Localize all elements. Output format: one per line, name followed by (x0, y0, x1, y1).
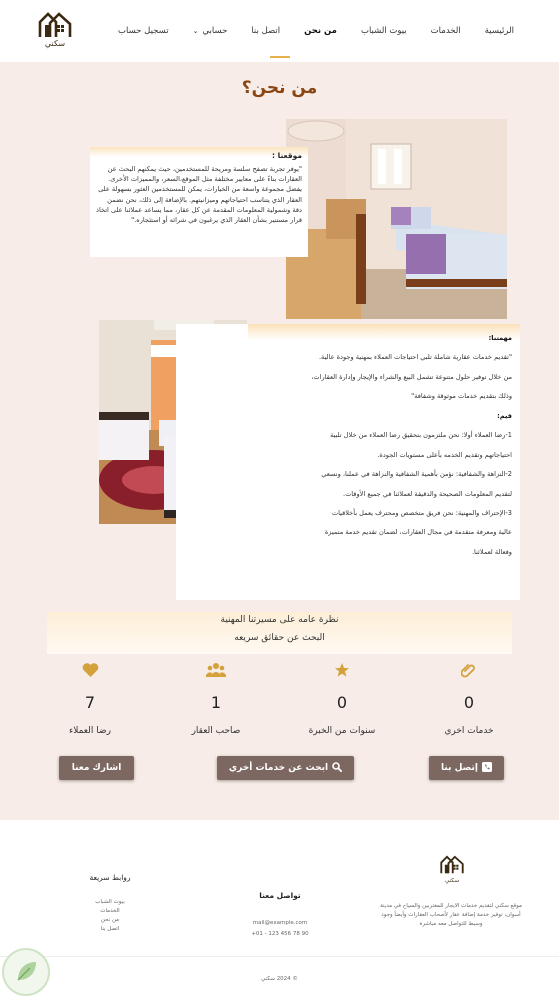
value-line: عالية ومعرفة متقدمة في مجال العقارات، لضمان تقديم خدمة متميزة (324, 528, 512, 537)
stat-other-services (414, 660, 524, 736)
values-heading: قيم: (497, 411, 512, 420)
nav-register[interactable]: تسجيل حساب (118, 26, 169, 36)
stat-label: سنوات من الخبرة (308, 726, 376, 736)
facts-banner (47, 612, 512, 654)
footer-about-text: موقع سكني لتقديم خدمات الايجار للمغتربين والسياح في مدينة أسوان، توفير خدمة إضافة عقار لأصحاب العقارات وأيضاً وجود وسيط للتواصل معه مباشرة (380, 903, 522, 927)
chevron-down-icon: ⌄ (192, 27, 199, 35)
site-header (0, 0, 559, 62)
footer-quick-links (80, 898, 140, 934)
users-icon (161, 660, 271, 680)
heart-icon (35, 660, 145, 680)
mission-line: "تقديم خدمات عقارية شاملة تلبي احتياجات العملاء بمهنية وجودة عالية. (318, 353, 512, 362)
value-line: 3-الإحتراف والمهنية: نحن فريق متخصص ومحترف يعمل بأخلاقيات (331, 508, 512, 517)
stat-label: رضا العملاء (69, 726, 111, 736)
nav-youth-hostels[interactable]: بيوت الشباب (360, 26, 407, 36)
stat-property-owner (161, 660, 271, 736)
nav-services[interactable]: الخدمات (430, 26, 461, 36)
main-nav (94, 26, 514, 36)
stat-customer-satisfaction (35, 660, 145, 736)
contact-us-button[interactable] (429, 756, 504, 780)
footer-link-contact[interactable]: اتصل بنا (100, 926, 120, 933)
page-title: من نحن؟ (241, 78, 318, 98)
brand-name: سكني (44, 39, 66, 48)
search-icon (332, 762, 342, 775)
site-footer (0, 820, 559, 1000)
nav-my-account[interactable] (193, 26, 228, 36)
footer-copyright: © 2024 سكني (261, 976, 298, 982)
stat-label: صاحب العقار (191, 726, 241, 736)
phone-icon (482, 762, 492, 775)
about-section (0, 62, 559, 820)
footer-divider (0, 956, 559, 957)
mission-line: وذلك بتقديم خدمات موثوقة وشفافة" (411, 392, 512, 401)
nav-home[interactable]: الرئيسية (484, 26, 514, 36)
footer-email-link[interactable]: mail@example.com (252, 920, 308, 926)
paperclip-icon (414, 660, 524, 680)
stat-label: خدمات اخري (444, 726, 494, 736)
contact-us-label: إتصل بنا (441, 763, 478, 773)
location-card (90, 147, 308, 257)
nav-active-indicator (270, 56, 290, 58)
footer-contact-heading: تواصل معنا (259, 891, 301, 900)
nav-about[interactable]: من نحن (304, 26, 337, 36)
nav-my-account-label: حسابي (202, 26, 228, 36)
mission-card (176, 324, 520, 600)
mission-line: من خلال توفير حلول متنوعة تشمل البيع والشراء والإيجار وإدارة العقارات، (311, 372, 512, 381)
value-line: لتقديم المعلومات الصحيحة والدقيقة لعملائنا في جميع الأوقات. (342, 489, 512, 498)
footer-link-services[interactable]: الخدمات (100, 908, 120, 915)
join-us-button[interactable]: اشارك معنا (59, 756, 134, 780)
footer-phone-link[interactable]: +01 - 123 456 78 90 (251, 931, 309, 937)
footer-link-youth-hostels[interactable]: بيوت الشباب (95, 899, 125, 905)
stat-value: 0 (336, 693, 348, 712)
stat-value: 0 (463, 693, 475, 712)
value-line: احتياجاتهم وتقديم الخدمه بأعلى مستويات الجودة. (377, 450, 512, 459)
location-text: "يوفر تجربة تصفح سلسة ومريحة للمستخدمين، حيث يمكنهم البحث عن العقارات بناءً على معايير مختلفة مثل الموقع،السعر، والمميزات الأخرى. يفضل مجموعة واسعة من الخيارات، يمكن للمستخدمين العثور بسهولة على العقار الذي يتناسب احتياجاتهم وميزانيتهم. بالإضافة إلى ذلك، نحن نضمن دقة وشمولية المعلومات المقدمة عن كل عقار، مما يساعد عملائنا على اتخاذ قرار مستنير بشأن العقار الذي يرغبون في شرائه أو استئجاره." (96, 165, 302, 225)
nav-contact[interactable]: اتصل بنا (251, 26, 281, 36)
value-line: 1-رضا العملاء أولا: نحن ملتزمون بتحقيق رضا العملاء من خلال تلبية (330, 431, 512, 440)
stat-value: 7 (84, 693, 96, 712)
footer-brand-name: سكني (445, 878, 459, 884)
value-line: وفعالة لعملائنا. (471, 547, 512, 556)
location-heading: موقعنا : (272, 151, 302, 160)
star-icon (287, 660, 397, 680)
search-services-label: ابحث عن خدمات أخري (228, 763, 329, 773)
brand-logo[interactable] (33, 10, 77, 48)
stat-years-experience (287, 660, 397, 736)
banner-title: نظرة عامه على مسيرتنا المهنية (220, 615, 339, 625)
footer-quick-links-heading: روابط سريعة (89, 873, 131, 882)
house-logo-icon (37, 10, 73, 38)
leaf-badge-icon (2, 948, 50, 996)
stat-value: 1 (210, 693, 222, 712)
house-logo-icon (439, 854, 465, 874)
room-photo-1 (286, 119, 507, 319)
value-line: 2-النزاهة والشفافية: نؤمن بأهمية الشفافية والنزاهة في عملنا، ونسعي (321, 470, 512, 479)
footer-link-about[interactable]: من نحن (100, 917, 120, 924)
search-services-button[interactable] (217, 756, 354, 780)
mission-heading: مهمتنا: (488, 334, 512, 342)
banner-subtitle: البحث عن حقائق سريعه (234, 633, 325, 643)
footer-logo[interactable] (436, 854, 468, 884)
